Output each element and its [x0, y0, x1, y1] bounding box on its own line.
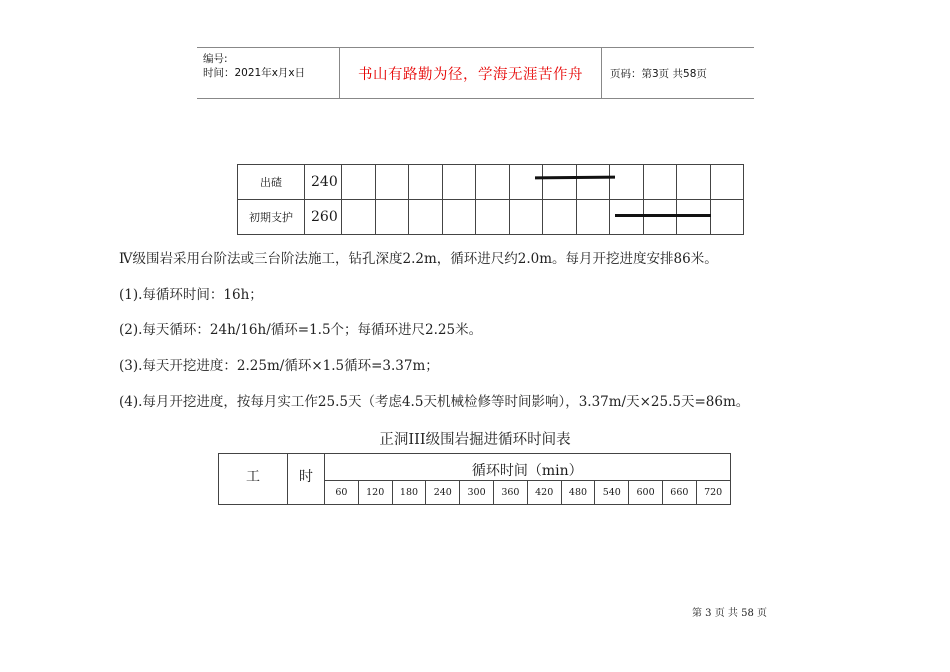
paragraph-item-4: (4).每月开挖进度，按每月实工作25.5天（考虑4.5天机械检修等时间影响），3.37m/天×25.5天=86m。: [119, 394, 750, 410]
grid-cell: [610, 200, 644, 235]
table-header-row: [219, 454, 731, 481]
date-label: 时间：2021年x月x日: [203, 67, 306, 79]
cycle-time-table: [218, 453, 731, 505]
paragraph-item-1: (1).每循环时间：16h；: [119, 287, 263, 303]
tick-label: 60: [325, 481, 359, 505]
grid-cell: [543, 165, 577, 200]
cycle-table-continued: [237, 164, 744, 235]
grid-cell: [643, 165, 677, 200]
grid-cell: [710, 165, 744, 200]
row-value: 240: [305, 165, 342, 200]
tick-label: 120: [358, 481, 392, 505]
tick-label: 720: [696, 481, 730, 505]
paragraph-intro: Ⅳ级围岩采用台阶法或三台阶法施工，钻孔深度2.2m，循环进尺约2.0m。每月开挖进度安排86米。: [119, 251, 718, 267]
tick-label: 660: [662, 481, 696, 505]
grid-cell: [677, 165, 711, 200]
grid-cell: [710, 200, 744, 235]
grid-cell: [409, 165, 443, 200]
number-label: 编号:: [203, 53, 228, 65]
header-page-info: 页码：第3页 共58页: [610, 67, 707, 80]
tick-label: 180: [392, 481, 426, 505]
grid-cell: [509, 200, 543, 235]
grid-cell: [677, 200, 711, 235]
grid-cell: [543, 200, 577, 235]
grid-cell: [342, 165, 376, 200]
time-header: 时: [288, 454, 325, 505]
tick-label: 480: [561, 481, 595, 505]
table-caption: 正洞III级围岩掘进循环时间表: [379, 432, 571, 448]
grid-cell: [442, 165, 476, 200]
gantt-bar-support: [615, 214, 711, 217]
grid-cell: [476, 165, 510, 200]
cycle-time-header: 循环时间（min）: [325, 454, 731, 481]
row-value: 260: [305, 200, 342, 235]
process-header: 工: [219, 454, 288, 505]
grid-cell: [342, 200, 376, 235]
header-meta: [197, 48, 340, 98]
page-header: [197, 47, 754, 99]
row-label: 初期支护: [238, 200, 305, 235]
table-row: [238, 165, 744, 200]
grid-cell: [476, 200, 510, 235]
tick-label: 360: [493, 481, 527, 505]
header-motto: 书山有路勤为径，学海无涯苦作舟: [340, 48, 602, 98]
tick-label: 600: [629, 481, 663, 505]
paragraph-item-3: (3).每天开挖进度：2.25m/循环×1.5循环=3.37m；: [119, 358, 439, 374]
page-footer: 第 3 页 共 58 页: [692, 608, 767, 619]
grid-cell: [409, 200, 443, 235]
grid-cell: [576, 200, 610, 235]
row-label: 出碴: [238, 165, 305, 200]
tick-label: 540: [595, 481, 629, 505]
grid-cell: [610, 165, 644, 200]
table-row: [238, 200, 744, 235]
tick-label: 300: [460, 481, 494, 505]
tick-label: 420: [527, 481, 561, 505]
grid-cell: [576, 165, 610, 200]
grid-cell: [375, 200, 409, 235]
tick-label: 240: [426, 481, 460, 505]
grid-cell: [643, 200, 677, 235]
paragraph-item-2: (2).每天循环：24h/16h/循环=1.5个；每循环进尺2.25米。: [119, 322, 483, 338]
grid-cell: [442, 200, 476, 235]
grid-cell: [375, 165, 409, 200]
grid-cell: [509, 165, 543, 200]
